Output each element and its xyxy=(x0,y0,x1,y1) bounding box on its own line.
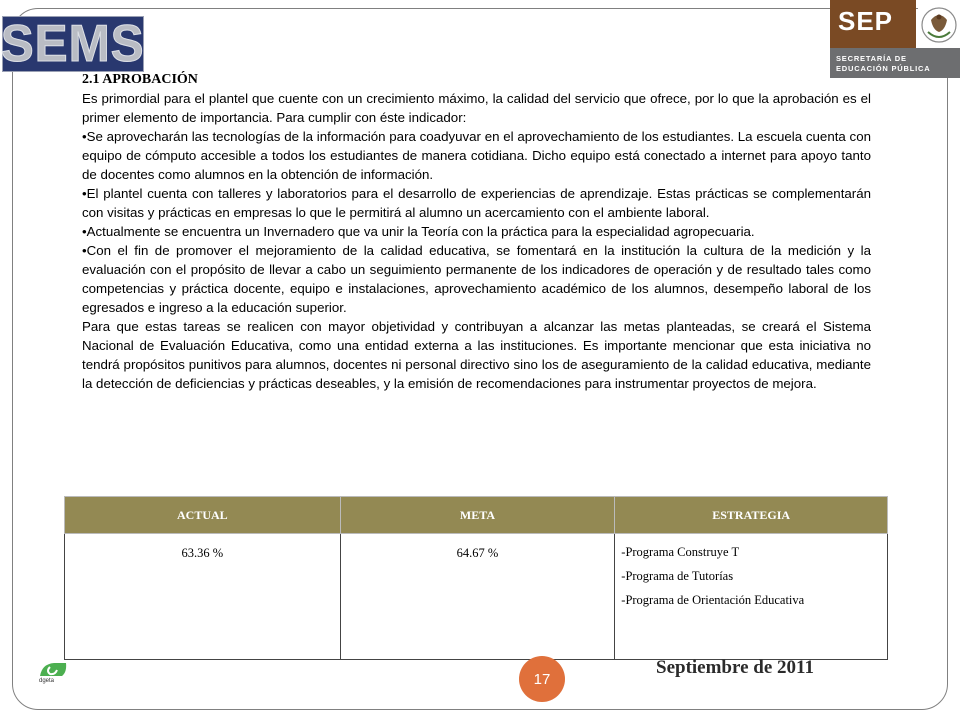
bullet-quality: •Con el fin de promover el mejoramiento de la calidad educativa, se fomentará en la institución la cultura de la medición y la evaluación con el propósito de llevar a cabo un seguimiento permanente de los indicadores de operación y de resultado tales como competencias y práctica docente, equipo e instalaciones, aprovechamiento académico de los alumnos, desempeño laboral de los egresados e ingreso a la educación superior. xyxy=(82,243,871,315)
sems-logo-text: SEMS xyxy=(1,15,145,73)
page-number: 17 xyxy=(533,670,551,688)
strategy-item: -Programa Construye T xyxy=(621,545,740,559)
indicators-table xyxy=(64,496,888,660)
bullet-technology: •Se aprovecharán las tecnologías de la información para coadyuvar en el aprovechamiento de los estudiantes. La escuela cuenta con equipo de cómputo accesible a todos los estudiantes de manera cotidiana. Dicho equipo está conectado a internet para apoyo tanto de docentes como alumnos en la obtención de información. xyxy=(82,129,871,182)
section-heading: 2.1 APROBACIÓN xyxy=(82,72,198,87)
sep-logo-line1: SECRETARÍA DE xyxy=(836,54,907,63)
sep-logo-line2: EDUCACIÓN PÚBLICA xyxy=(836,64,931,73)
header-estrategia: ESTRATEGIA xyxy=(615,497,888,534)
sep-logo-word: SEP xyxy=(838,6,894,36)
cell-estrategia xyxy=(615,534,888,660)
paragraph-intro: Es primordial para el plantel que cuente con un crecimiento máximo, la calidad del servicio que ofrece, por lo que la aprobación es el primer elemento de importancia. Para cumplir con éste indicador: xyxy=(82,91,871,125)
page-number-badge xyxy=(519,656,565,702)
strategy-item: -Programa de Orientación Educativa xyxy=(621,593,805,607)
footer-date: Septiembre de 2011 xyxy=(656,657,814,678)
cell-actual: 63.36 % xyxy=(65,534,341,660)
bullet-workshops: •El plantel cuenta con talleres y laboratorios para el desarrollo de experiencias de aprendizaje. Estas prácticas se complementarán con visitas y prácticas en empresas lo que le permitirá al alumno un acercamiento con el ambiente laboral. xyxy=(82,186,871,220)
bullet-greenhouse: •Actualmente se encuentra un Invernadero que va unir la Teoría con la práctica para la especialidad agropecuaria. xyxy=(82,224,755,239)
sems-logo xyxy=(2,16,144,72)
cell-meta: 64.67 % xyxy=(340,534,615,660)
table-row xyxy=(65,534,888,660)
table-header-row xyxy=(65,497,888,534)
paragraph-closing: Para que estas tareas se realicen con mayor objetividad y contribuyan a alcanzar las metas planteadas, se creará el Sistema Nacional de Evaluación Educativa, como una entidad externa a las instituciones. Es importante mencionar que esta iniciativa no tendrá propósitos punitivos para alumnos, docentes ni personal directivo sino los de aseguramiento de la calidad educativa, mediante la detección de deficiencias y prácticas deseables, y la emisión de recomendaciones para instrumentar proyectos de mejora. xyxy=(82,319,871,391)
dgeta-logo xyxy=(36,660,70,684)
sep-logo-block xyxy=(830,0,916,48)
header-meta: META xyxy=(340,497,615,534)
mexican-seal-icon xyxy=(918,2,960,48)
sep-logo xyxy=(830,0,960,78)
header-actual: ACTUAL xyxy=(65,497,341,534)
strategy-item: -Programa de Tutorías xyxy=(621,569,734,583)
dgeta-logo-text: dgeta xyxy=(39,678,55,684)
section-body xyxy=(82,70,871,393)
